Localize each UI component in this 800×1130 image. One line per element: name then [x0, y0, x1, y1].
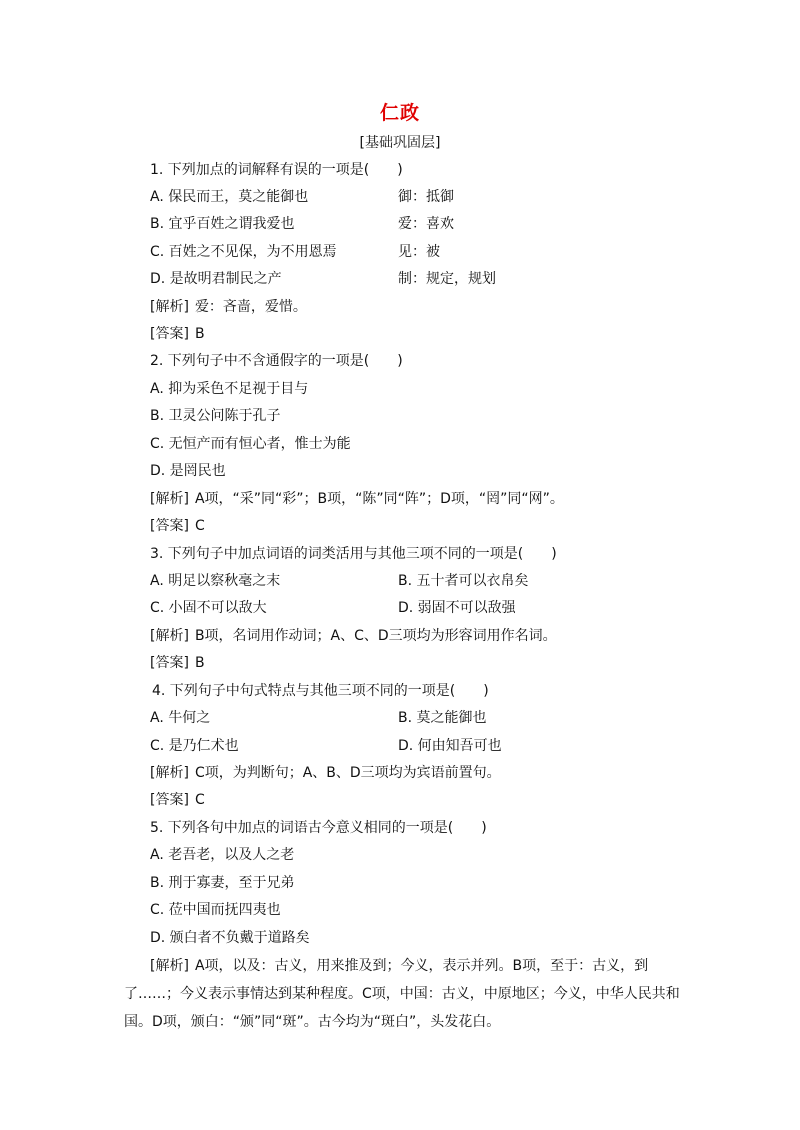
q3-stem: 3. 下列句子中加点词语的词类活用与其他三项不同的一项是( )	[150, 546, 557, 562]
q3-option-d: D. 弱固不可以敌强	[398, 600, 516, 616]
q1-option-b: B. 宜乎百姓之谓我爱也	[150, 216, 295, 232]
q2-stem: 2. 下列句子中不含通假字的一项是( )	[150, 353, 403, 369]
q3-option-b: B. 五十者可以衣帛矣	[398, 573, 529, 589]
q3-option-c: C. 小固不可以敌大	[150, 600, 267, 616]
q4-analysis	[150, 763, 501, 783]
q3-option-a: A. 明足以察秋毫之末	[150, 573, 281, 589]
analysis-text: B项，名词用作动词；A、C、D三项均为形容词用作名词。	[194, 628, 557, 644]
q2-option-a: A. 抑为采色不足视于目与	[150, 381, 309, 397]
q4-option-d: D. 何由知吾可也	[398, 738, 502, 754]
q4-option-c: C. 是乃仁术也	[150, 738, 239, 754]
q1-option-c-note: 见：被	[398, 244, 440, 260]
q1-option-d-note: 制：规定，规划	[398, 271, 496, 287]
q1-answer	[150, 324, 205, 344]
q4-stem: 4. 下列句子中句式特点与其他三项不同的一项是( )	[152, 683, 489, 699]
analysis-text: 爱：吝啬，爱惜。	[194, 299, 307, 315]
q4-option-b: B. 莫之能御也	[398, 710, 487, 726]
q5-stem: 5. 下列各句中加点的词语古今意义相同的一项是( )	[150, 820, 487, 836]
q2-option-c: C. 无恒产而有恒心者，惟士为能	[150, 436, 351, 452]
q3-analysis	[150, 626, 557, 646]
page-title: 仁政	[379, 102, 420, 124]
analysis-tag: [解析]	[150, 765, 189, 781]
analysis-tag: [解析]	[150, 628, 189, 644]
q4-answer	[150, 790, 205, 810]
q2-option-d: D. 是罔民也	[150, 463, 226, 479]
answer-tag: [答案]	[150, 655, 189, 671]
answer-tag: [答案]	[150, 518, 189, 534]
analysis-text: A项，“采”同“彩”；B项，“陈”同“阵”；D项，“罔”同“网”。	[194, 491, 564, 507]
answer-text: C	[194, 792, 205, 808]
q5-analysis-line-2: 了……；今义表示事情达到某种程度。C项，中国：古义，中原地区；今义，中华人民共和	[124, 986, 680, 1002]
answer-text: B	[194, 326, 205, 342]
q4-option-a: A. 牛何之	[150, 710, 211, 726]
q2-option-b: B. 卫灵公问陈于孔子	[150, 408, 281, 424]
analysis-tag: [解析]	[150, 491, 189, 507]
answer-text: B	[194, 655, 205, 671]
analysis-text: C项，为判断句；A、B、D三项均为宾语前置句。	[194, 765, 501, 781]
q5-option-c: C. 莅中国而抚四夷也	[150, 902, 281, 918]
answer-text: C	[194, 518, 205, 534]
analysis-text: A项，以及：古义，用来推及到；今义，表示并列。B项，至于：古义，到	[194, 958, 649, 974]
q1-analysis	[150, 297, 307, 317]
q1-option-b-note: 爱：喜欢	[398, 216, 454, 232]
answer-tag: [答案]	[150, 792, 189, 808]
q3-answer	[150, 653, 205, 673]
q2-answer	[150, 516, 205, 536]
answer-tag: [答案]	[150, 326, 189, 342]
q1-stem: 1. 下列加点的词解释有误的一项是( )	[150, 162, 403, 178]
q2-analysis	[150, 489, 564, 509]
q1-option-a-note: 御：抵御	[398, 189, 454, 205]
q5-option-a: A. 老吾老，以及人之老	[150, 847, 295, 863]
q5-analysis-line-3: 国。D项，颁白：“颁”同“斑”。古今均为“斑白”，头发花白。	[124, 1014, 501, 1030]
q5-option-d: D. 颁白者不负戴于道路矣	[150, 930, 310, 946]
q1-option-a: A. 保民而王，莫之能御也	[150, 189, 309, 205]
q1-option-d: D. 是故明君制民之产	[150, 271, 282, 287]
q5-analysis-line-1	[150, 956, 648, 976]
section-heading: [基础巩固层]	[359, 135, 441, 151]
analysis-tag: [解析]	[150, 299, 189, 315]
analysis-tag: [解析]	[150, 958, 189, 974]
q1-option-c: C. 百姓之不见保，为不用恩焉	[150, 244, 337, 260]
q5-option-b: B. 刑于寡妻，至于兄弟	[150, 875, 295, 891]
